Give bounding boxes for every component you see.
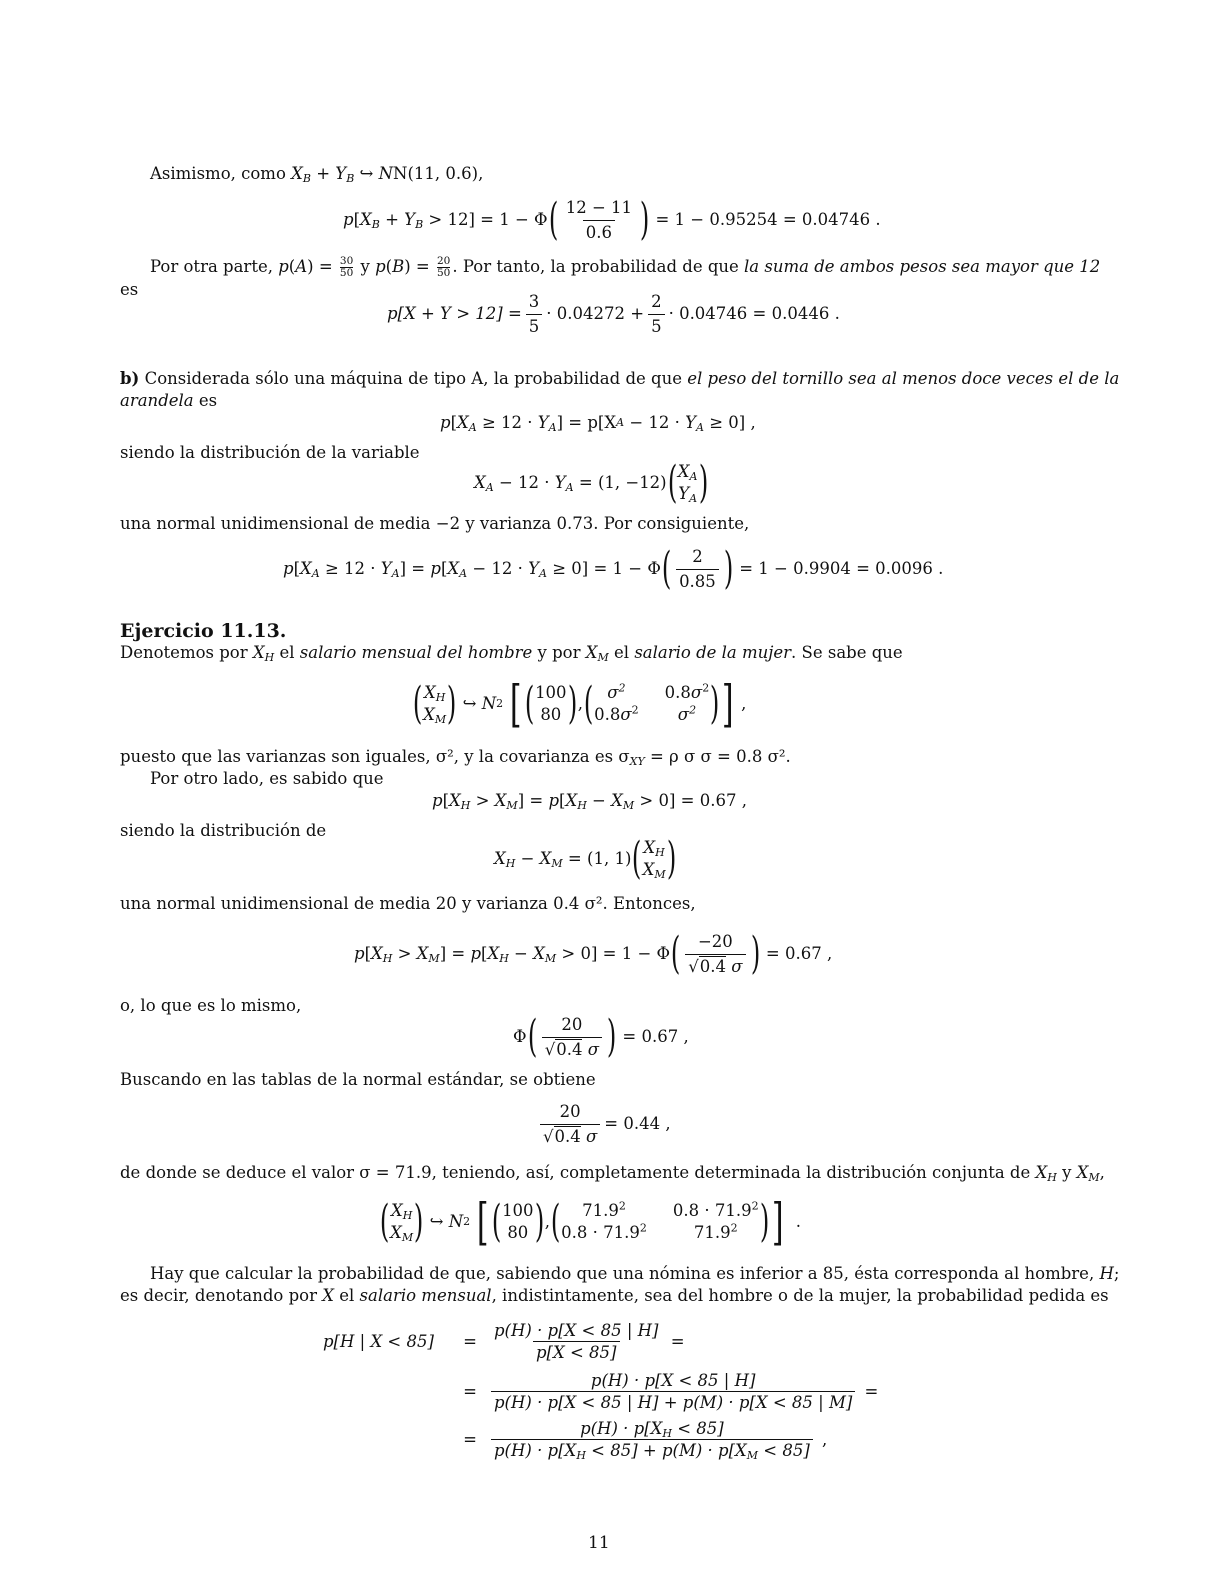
paragraph-asimismo: Asimismo, como $X_B + Y_B$ ↪ NN(11, 0.6), xyxy=(150,164,484,185)
paragraph-dist-de: siendo la distribución de xyxy=(120,821,327,840)
paragraph-b-line1: b) Considerada sólo una máquina de tipo A, la probabilidad de que el peso del tornillo sea al menos doce veces el de la xyxy=(120,369,1120,388)
paragraph-varianzas: puesto que las varianzas son iguales, σ², y la covarianza es $\sigma_{XY} = \rho$ σ σ = 0.8 σ². xyxy=(120,747,791,768)
equation-phi-20: Φ ( $\frac{20}{√0.4 \sigma}$ ) = 0.67 , xyxy=(513,1011,689,1062)
paragraph-denotemos: Denotemos por $X_H$ el salario mensual del hombre y por $X_M$ el salario de la mujer. Se sabe que xyxy=(120,643,903,664)
equation-b3: p [ $X_A$ ≥ 12 · $Y_A$ ] = p [ $X_A$ − 12 · $Y_A$ ≥ 0] = 1 − Φ ( $\frac{2}{0.85}$ ) = 1 − 0.9904 = 0.0096 . xyxy=(283,543,944,594)
exercise-heading: Ejercicio 11.13. xyxy=(120,620,287,642)
equation-joint-dist-numeric: ( $X_H$ $X_M$ ) ↪ N 2 [ ( 100 80 ) , ( 71.9$^2$ $0.8 \cdot 71.9^2$ $0.8 \cdot 71.9^2$ 71.9$^2$ ) ] . xyxy=(379,1193,802,1251)
paragraph-es: es xyxy=(120,280,139,299)
paragraph-otro-lado: Por otro lado, es sabido que xyxy=(150,769,384,788)
paragraph-lo-mismo: o, lo que es lo mismo, xyxy=(120,996,302,1015)
paragraph-b-line2: arandela es xyxy=(120,391,218,410)
equation-044: $\frac{20}{√0.4 \sigma}$ = 0.44 , xyxy=(536,1102,671,1146)
equation-p-xh-xm: p [ $X_H$ > $X_M$ ] = p [ $X_H$ − $X_M$ > 0] = 0.67 , xyxy=(432,791,747,812)
paragraph-hay-que: Hay que calcular la probabilidad de que, sabiendo que una nómina es inferior a 85, ésta corresponda al hombre, H; xyxy=(150,1264,1120,1283)
paragraph-b-dist: siendo la distribución de la variable xyxy=(120,443,420,462)
paragraph-por-otra-parte: Por otra parte, p(A) = $\frac{30}{50}$ y p(B) = $\frac{20}{50}$ . Por tanto, la probabilidad de que la suma de ambos pesos sea mayor que 12 xyxy=(150,255,1101,279)
equation-phi-neg20: p [ $X_H$ > $X_M$ ] = p [ $X_H$ − $X_M$ > 0] = 1 − Φ ( $\frac{-20}{√0.4 \sigma}$ ) = 0.67 , xyxy=(354,928,833,979)
bayes-row-2: = $\frac{p(H) \cdot p[X < 85 | H]}{p(H) \cdot p[X < 85 | H] + p(M) \cdot p[X < 85 | M]}$ = xyxy=(463,1370,879,1412)
paragraph-buscando: Buscando en las tablas de la normal estándar, se obtiene xyxy=(120,1070,596,1089)
equation-joint-dist-sigma: ( $X_H$ $X_M$ ) ↪ N 2 [ ( 100 80 ) , ( $\sigma^2$ $0.8\sigma^2$ $0.8\sigma^2$ $\sigma^2$ ) ] , xyxy=(412,675,747,733)
bayes-row-1: p[H | X < 85] = $\frac{p(H) \cdot p[X < 85 | H]}{p[X < 85]}$ = xyxy=(323,1320,685,1362)
paragraph-normal-20: una normal unidimensional de media 20 y varianza 0.4 σ². Entonces, xyxy=(120,894,696,913)
equation-b2: $X_A$ − 12 · $Y_A$ = (1, −12) ( $X_A$ $Y_A$ ) xyxy=(474,457,708,508)
equation-xb-yb: p [ $X_B$ + $Y_B$ > 12] = 1 − Φ ( $\frac{12 - 11}{0.6}$ ) = 1 − 0.95254 = 0.04746 . xyxy=(343,194,881,245)
equation-b1: p [ $X_A$ ≥ 12 · $Y_A$ ] = p[X A − 12 · $Y_A$ ≥ 0] , xyxy=(440,413,756,434)
equation-x-plus-y: p[X + Y > 12] = $\frac{3}{5}$ · 0.04272 + $\frac{2}{5}$ · 0.04746 = 0.0446 . xyxy=(387,291,840,336)
bayes-row-3: = $\frac{p(H) \cdot p[X_H < 85]}{p(H) \cdot p[X_H < 85] + p(M) \cdot p[X_M < 85]}$ , xyxy=(463,1418,828,1462)
equation-xh-minus-xm: $X_H$ − $X_M$ = (1, 1) ( $X_H$ $X_M$ ) xyxy=(494,833,676,884)
paragraph-deduce: de donde se deduce el valor σ = 71.9, teniendo, así, completamente determinada la distribución conjunta de $X_H$ y $X_M$, xyxy=(120,1163,1105,1184)
page-number: 11 xyxy=(588,1533,610,1553)
paragraph-es-decir: es decir, denotando por X el salario mensual, indistintamente, sea del hombre o de la mujer, la probabilidad pedida es xyxy=(120,1286,1109,1305)
paragraph-b-normal: una normal unidimensional de media −2 y varianza 0.73. Por consiguiente, xyxy=(120,514,750,533)
